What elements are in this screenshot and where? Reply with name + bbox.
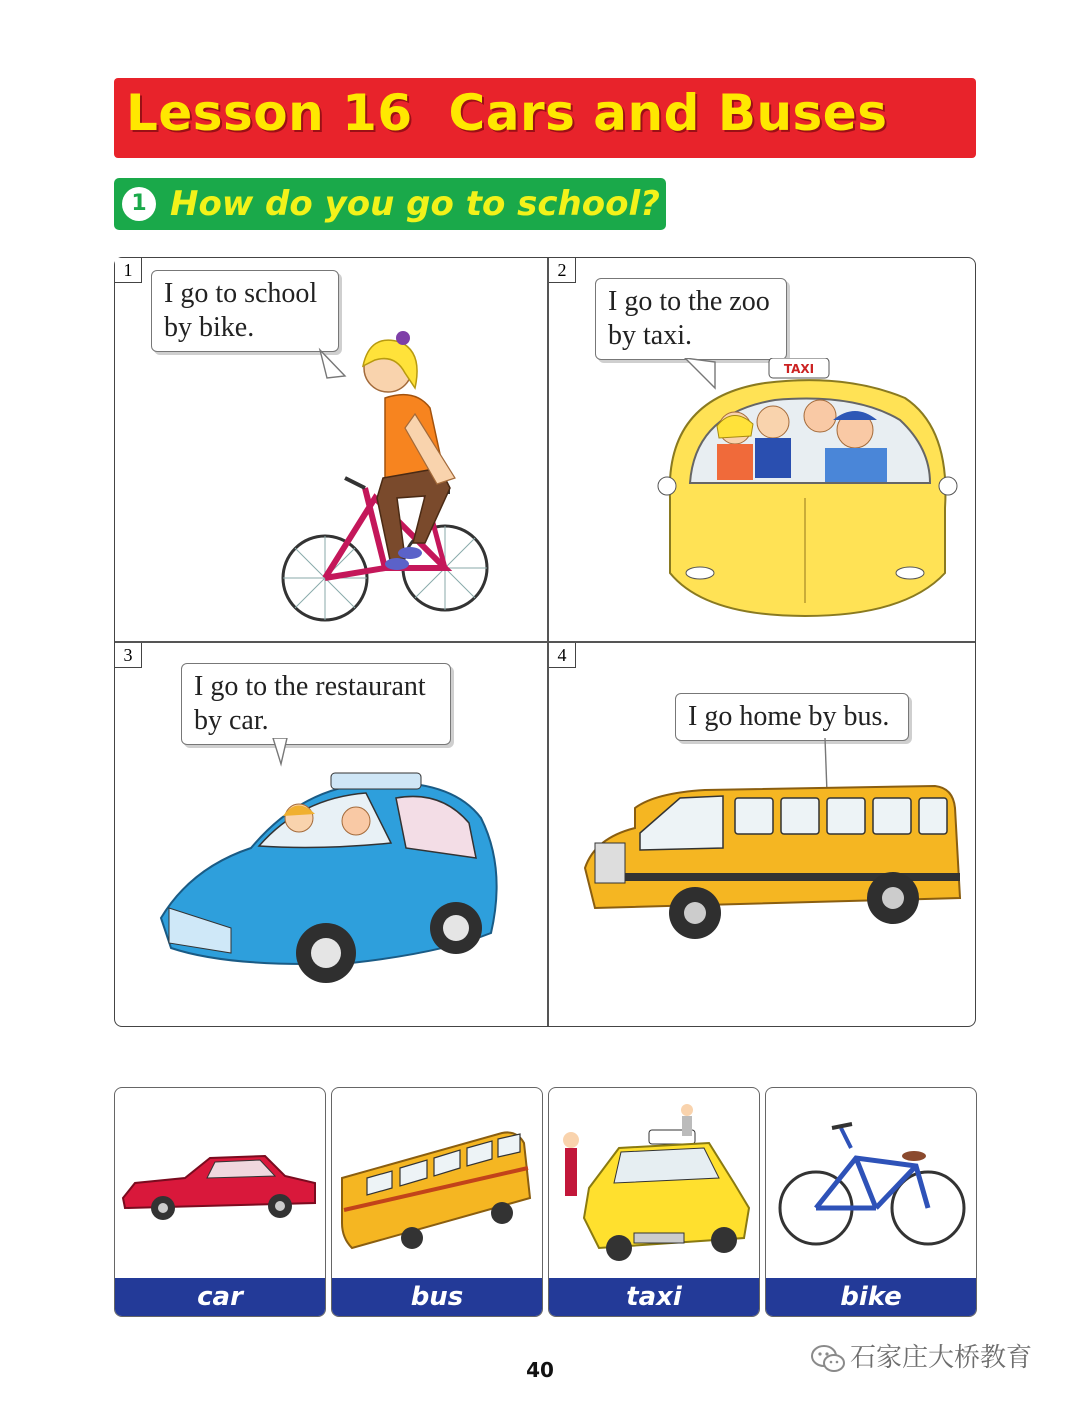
speech-bubble-2 (595, 278, 787, 360)
exercise-question: How do you go to school? (170, 184, 660, 224)
speech-line: I go to the restaurant (194, 671, 426, 702)
exercise-number-badge: 1 (122, 187, 156, 221)
panel-number-1: 1 (115, 258, 142, 283)
speech-line: by bike. (164, 312, 255, 343)
watermark (810, 1338, 1032, 1378)
vocab-card-car (114, 1087, 326, 1317)
blue-car-illustration (151, 738, 521, 1003)
vocab-label-bike: bike (766, 1278, 976, 1316)
school-bus-illustration (575, 738, 965, 958)
lesson-title-banner (114, 78, 976, 158)
speech-line: by car. (194, 705, 269, 736)
panel-number-4: 4 (549, 643, 576, 668)
taxi-with-passengers-illustration (645, 358, 965, 628)
vocab-card-bus (331, 1087, 543, 1317)
vocab-card-bike (765, 1087, 977, 1317)
lesson-title: Lesson 16 Cars and Buses (126, 84, 888, 142)
speech-bubble-4 (675, 693, 909, 741)
bike-icon (766, 1088, 977, 1280)
vocab-label-bus: bus (332, 1278, 542, 1316)
page-number: 40 (526, 1358, 554, 1382)
vocab-label-car: car (115, 1278, 325, 1316)
speech-line: I go home by bus. (688, 701, 890, 732)
vocab-card-taxi (548, 1087, 760, 1317)
vocabulary-cards (114, 1087, 978, 1317)
exercise-heading (114, 178, 666, 230)
panel-number-3: 3 (115, 643, 142, 668)
vocab-label-taxi: taxi (549, 1278, 759, 1316)
speech-line: by taxi. (608, 320, 692, 351)
watermark-text: 石家庄大桥教育 (850, 1343, 1033, 1373)
speech-line: I go to school (164, 278, 318, 309)
comic-grid (114, 257, 976, 1027)
grid-divider-horizontal (115, 641, 975, 643)
speech-bubble-3 (181, 663, 451, 745)
girl-on-bike-illustration (265, 328, 505, 628)
speech-line: I go to the zoo (608, 286, 770, 317)
taxi-icon (549, 1088, 760, 1280)
panel-number-2: 2 (549, 258, 576, 283)
bus-icon (332, 1088, 543, 1280)
wechat-icon (810, 1344, 846, 1374)
taxi-roof-sign: TAXI (783, 362, 815, 376)
car-icon (115, 1088, 326, 1280)
